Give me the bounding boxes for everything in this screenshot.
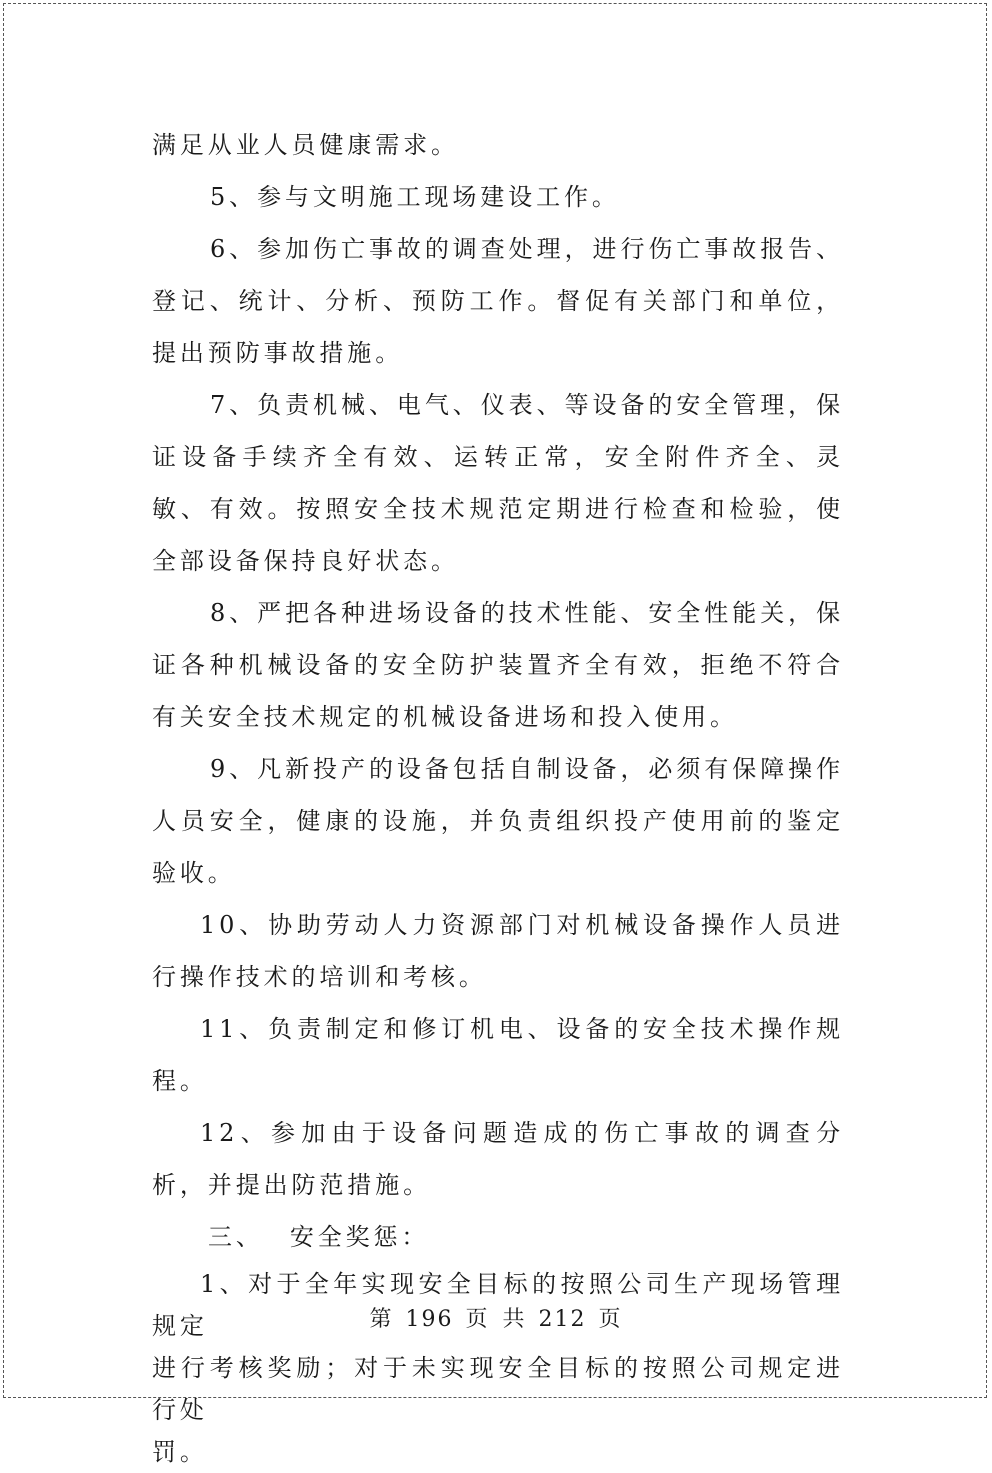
paragraph-item-11: 11、负责制定和修订机电、设备的安全技术操作规程。 bbox=[152, 1015, 844, 1095]
section-title: 安全奖惩： bbox=[289, 1223, 430, 1251]
paragraph-item-5: 5、参与文明施工现场建设工作。 bbox=[210, 183, 620, 211]
document-body bbox=[152, 119, 844, 1473]
reward-line-1: 1、对于全年实现安全目标的按照公司生产现场管理规定 bbox=[152, 1270, 844, 1340]
footer-ye: 页 bbox=[465, 1307, 490, 1332]
page-footer bbox=[0, 1302, 992, 1333]
paragraph-item-9: 9、凡新投产的设备包括自制设备，必须有保障操作人员安全，健康的设施，并负责组织投产使用前的鉴定验收。 bbox=[152, 755, 844, 887]
paragraph-item-12: 12、参加由于设备问题造成的伤亡事故的调查分析，并提出防范措施。 bbox=[152, 1119, 844, 1199]
paragraph-item-8: 8、严把各种进场设备的技术性能、安全性能关，保证各种机械设备的安全防护装置齐全有效，拒绝不符合有关安全技术规定的机械设备进场和投入使用。 bbox=[152, 599, 844, 731]
footer-ye-2: 页 bbox=[598, 1307, 623, 1332]
paragraph-item-10: 10、协助劳动人力资源部门对机械设备操作人员进行操作技术的培训和考核。 bbox=[152, 911, 844, 991]
paragraph-item-6: 6、参加伤亡事故的调查处理，进行伤亡事故报告、登记、统计、分析、预防工作。督促有关部门和单位，提出预防事故措施。 bbox=[152, 235, 844, 367]
paragraph-continuation: 满足从业人员健康需求。 bbox=[152, 131, 459, 159]
section-heading bbox=[152, 1211, 844, 1263]
reward-line-2: 进行考核奖励；对于未实现安全目标的按照公司规定进行处 bbox=[152, 1354, 844, 1424]
reward-line-3: 罚。 bbox=[152, 1438, 208, 1466]
section-numeral: 三、 bbox=[208, 1223, 264, 1251]
footer-di: 第 bbox=[369, 1307, 394, 1332]
paragraph-item-7: 7、负责机械、电气、仪表、等设备的安全管理，保证设备手续齐全有效、运转正常，安全附件齐全、灵敏、有效。按照安全技术规范定期进行检查和检验，使全部设备保持良好状态。 bbox=[152, 391, 844, 575]
total-pages-number: 212 bbox=[538, 1307, 587, 1332]
current-page-number: 196 bbox=[405, 1307, 454, 1332]
footer-gong: 共 bbox=[502, 1307, 527, 1332]
